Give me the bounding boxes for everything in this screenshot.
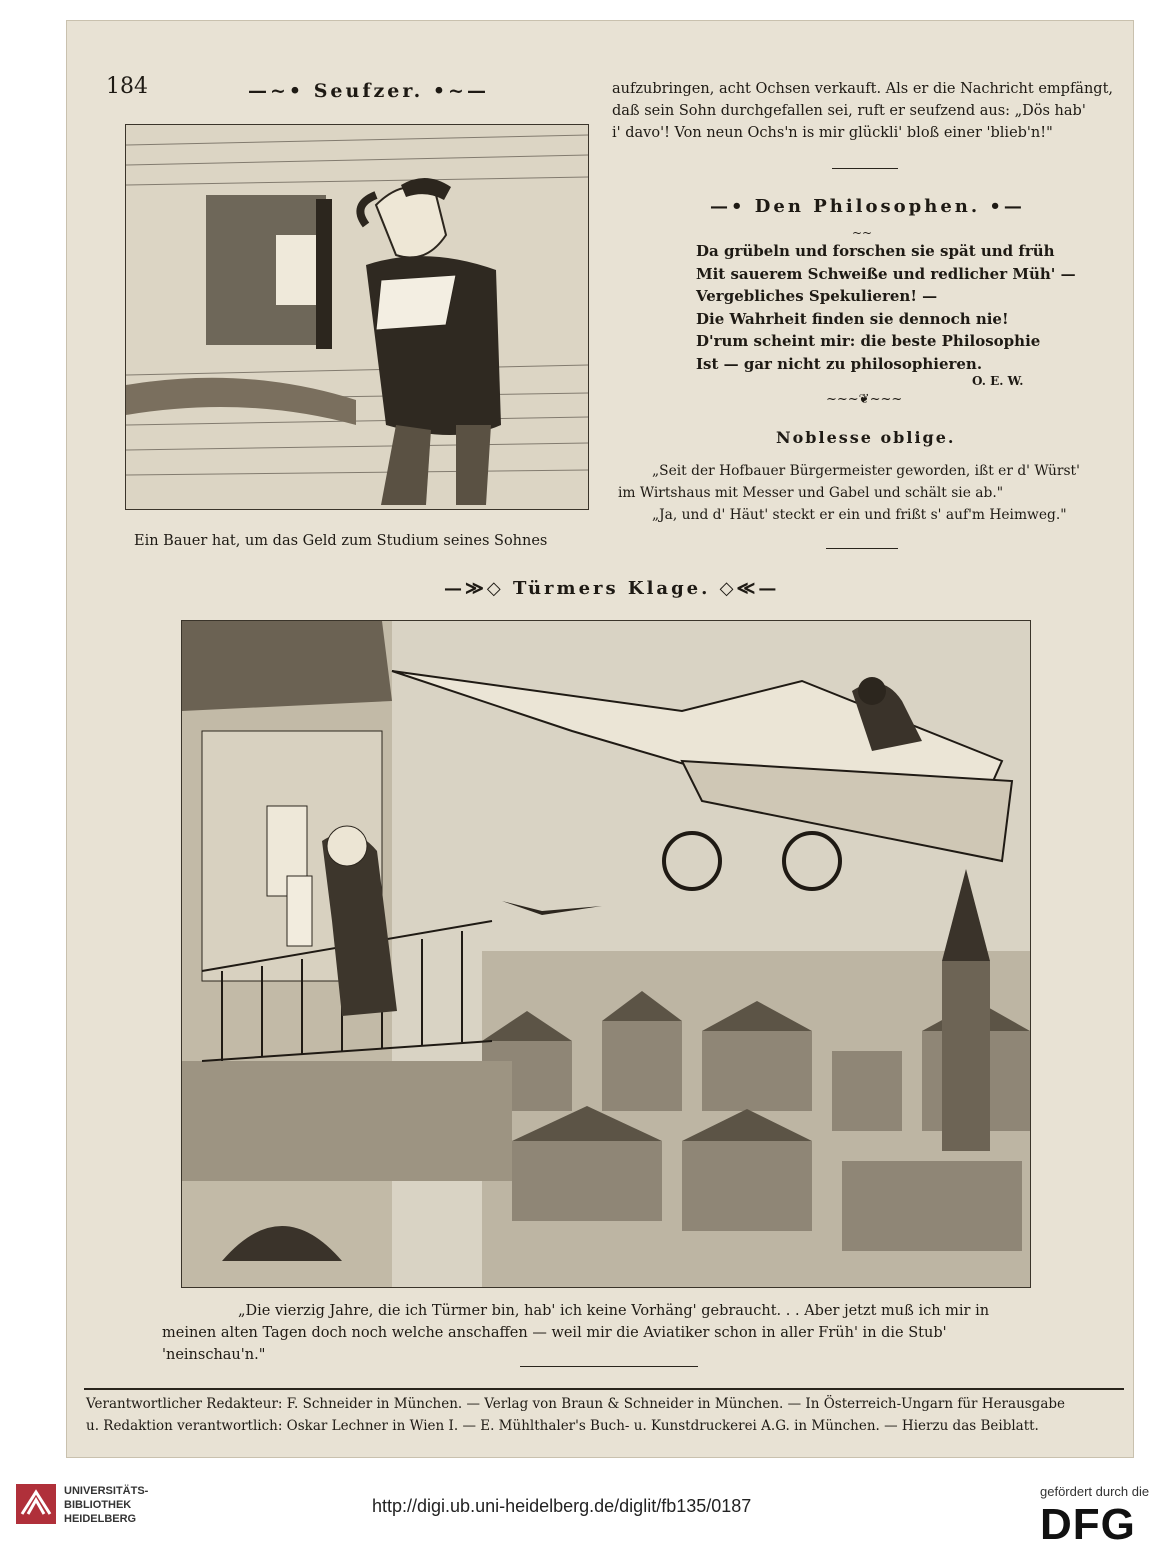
poem-signature: O. E. W. — [972, 374, 1024, 388]
noblesse-text — [618, 460, 1118, 526]
source-url[interactable]: http://digi.ub.uni-heidelberg.de/diglit/fb135/0187 — [372, 1496, 752, 1516]
poem-line: Ist — gar nicht zu philosophieren. — [696, 354, 983, 373]
footer-rule — [84, 1388, 1124, 1390]
text-line: meinen alten Tagen doch noch welche anschaffen — weil mir die Aviatiker schon in aller Früh' in die Stub' — [162, 1325, 947, 1341]
poem-line: Die Wahrheit finden sie dennoch nie! — [696, 309, 1009, 328]
philosophen-title-line — [710, 196, 1025, 217]
library-line: BIBLIOTHEK — [64, 1499, 132, 1511]
tuermer-caption — [162, 1300, 1062, 1366]
small-flourish-icon: ~~ — [852, 226, 873, 240]
poem-line: Mit sauerem Schweiße und redlicher Müh' — — [696, 264, 1076, 283]
farmer-drawing — [126, 125, 588, 509]
text-line: daß sein Sohn durchgefallen sei, ruft er seufzend aus: „Dös hab' — [612, 103, 1086, 119]
text-line: 'neinschau'n." — [162, 1347, 266, 1363]
philosophen-poem — [696, 240, 1076, 375]
ornament-left-icon: —~• — [248, 80, 305, 102]
text-line: im Wirtshaus mit Messer und Gabel und schält sie ab." — [618, 485, 1004, 501]
text-line: „Ja, und d' Häut' steckt er ein und frißt s' auf'm Heimweg." — [652, 507, 1067, 523]
page-number: 184 — [106, 74, 148, 99]
noblesse-title: Noblesse oblige. — [776, 428, 956, 447]
ornament-right-icon: •— — [989, 196, 1025, 217]
poem-line: Vergebliches Spekulieren! — — [696, 287, 938, 305]
philosophen-title: Den Philosophen. — [754, 196, 981, 217]
text-line: „Seit der Hofbauer Bürgermeister geworden, ißt er d' Würst' — [652, 463, 1080, 479]
divider — [832, 168, 898, 169]
divider — [826, 548, 898, 549]
seufzer-illustration — [125, 124, 589, 510]
seufzer-caption — [134, 530, 589, 552]
imprint-line: u. Redaktion verantwortlich: Oskar Lechner in Wien I. — E. Mühlthaler's Buch- u. Kunstdruckerei A.G. in München. — Hierzu das Beiblatt. — [86, 1418, 1039, 1434]
text-line: „Die vierzig Jahre, die ich Türmer bin, hab' ich keine Vorhäng' gebraucht. . . Aber jetzt muß ich mir in — [238, 1303, 990, 1319]
library-name — [64, 1484, 148, 1526]
ornament-left-icon: —• — [710, 196, 746, 217]
tuermer-title-line — [444, 578, 779, 599]
text-line: aufzubringen, acht Ochsen verkauft. Als er die Nachricht empfängt, — [612, 81, 1114, 97]
ornament-right-icon: •~— — [432, 80, 489, 102]
seufzer-continuation — [612, 78, 1114, 144]
seufzer-caption-line: Ein Bauer hat, um das Geld zum Studium seines Sohnes — [134, 533, 548, 549]
library-logo-icon — [16, 1484, 56, 1524]
seufzer-title: Seufzer. — [313, 80, 424, 102]
poem-line: Da grübeln und forschen sie spät und früh — [696, 242, 1055, 260]
text-line: i' davo'! Von neun Ochs'n is mir glückli' bloß einer 'blieb'n!" — [612, 125, 1053, 141]
flourish-icon: ~~~❦~~~ — [826, 392, 903, 407]
library-line: HEIDELBERG — [64, 1513, 137, 1525]
tower-airplane-drawing — [182, 621, 1030, 1287]
library-line: UNIVERSITÄTS- — [64, 1485, 149, 1497]
seufzer-title-line — [248, 80, 489, 102]
tuermer-illustration — [181, 620, 1031, 1288]
divider — [520, 1366, 698, 1367]
tuermer-title: Türmers Klage. — [512, 578, 711, 599]
imprint-line: Verantwortlicher Redakteur: F. Schneider in München. — Verlag von Braun & Schneider in München. — In Österreich-Ungarn für Herausgabe — [86, 1396, 1066, 1412]
poem-line: D'rum scheint mir: die beste Philosophie — [696, 332, 1041, 350]
dfg-logo: DFG — [1040, 1500, 1136, 1549]
ornament-left-icon: —≫◇ — [444, 578, 504, 599]
dfg-funded-text: gefördert durch die — [1040, 1484, 1150, 1499]
imprint — [86, 1393, 1126, 1437]
ornament-right-icon: ◇≪— — [719, 578, 780, 599]
